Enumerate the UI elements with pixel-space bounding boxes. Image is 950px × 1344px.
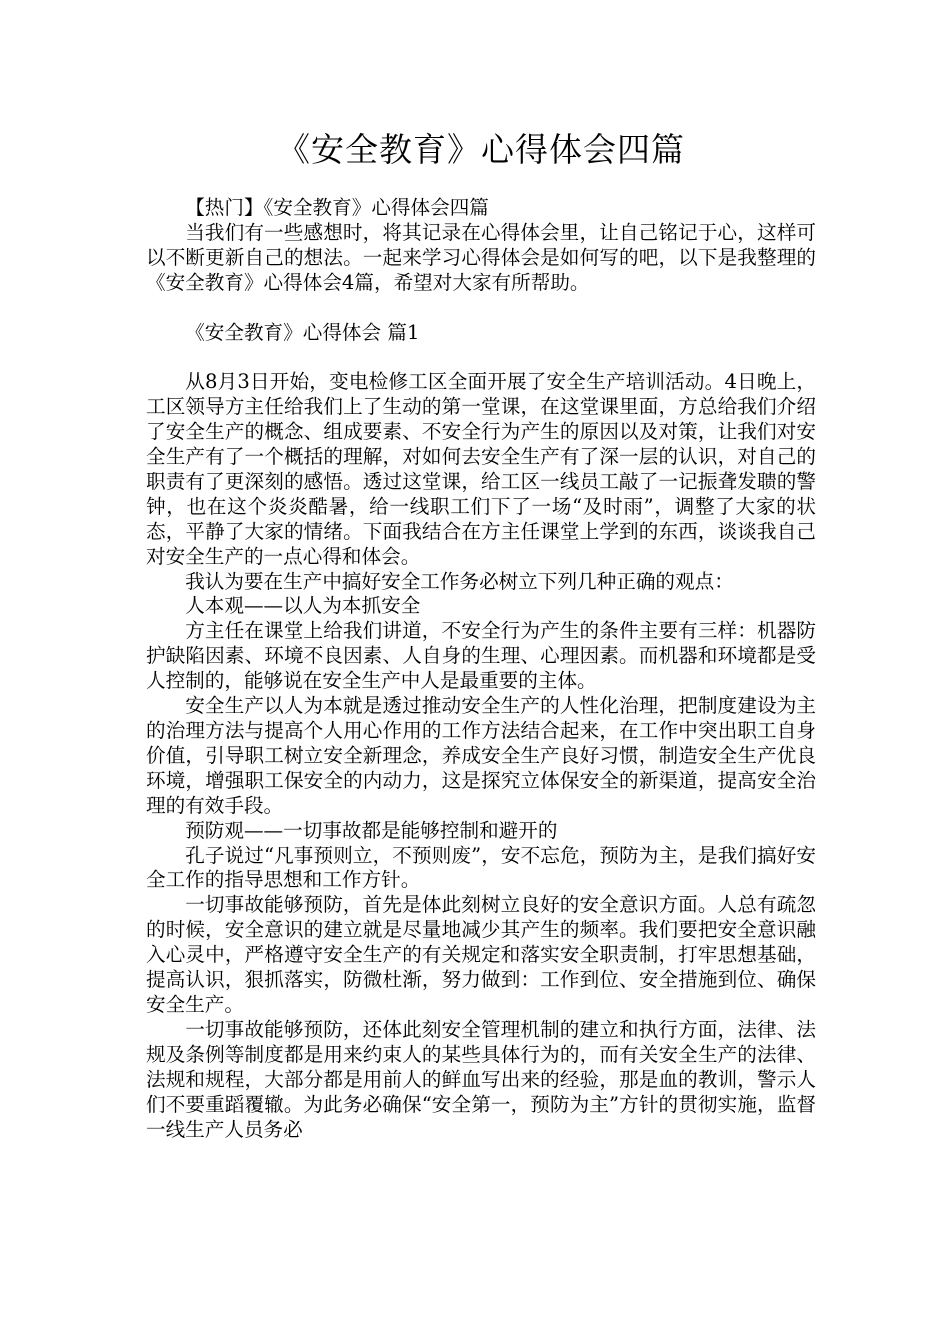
document-title: 《安全教育》心得体会四篇	[277, 130, 685, 169]
intro-paragraph: 当我们有一些感想时，将其记录在心得体会里，让自己铭记于心，这样可以不断更新自己的想法。一起来学习心得体会是如何写的吧，以下是我整理的《安全教育》心得体会4篇，希望对大家有所帮助。	[146, 220, 816, 294]
body-paragraph: 方主任在课堂上给我们讲道，不安全行为产生的条件主要有三样：机器防护缺陷因素、环境不良因素、人自身的生理、心理因素。而机器和环境都是受人控制的，能够说在安全生产中人是最重要的主体。	[146, 619, 816, 693]
body-paragraph: 孔子说过“凡事预则立，不预则废”，安不忘危，预防为主，是我们搞好安全工作的指导思想和工作方针。	[146, 843, 816, 892]
subheading-prevention: 预防观——一切事故都是能够控制和避开的	[185, 818, 558, 842]
body-paragraph: 一切事故能够预防，还体此刻安全管理机制的建立和执行方面，法律、法规及条例等制度都是用来约束人的某些具体行为的，而有关安全生产的法律、法规和规程，大部分都是用前人的鲜血写出来的经验，那是血的教训，警示人们不要重蹈覆辙。为此务必确保“安全第一，预防为主”方针的贯彻实施，监督一线生产人员务必	[146, 1017, 816, 1141]
body-paragraph: 从8月3日开始，变电检修工区全面开展了安全生产培训活动。4日晚上，工区领导方主任给我们上了生动的第一堂课，在这堂课里面，方总给我们介绍了安全生产的概念、组成要素、不安全行为产生的原因以及对策，让我们对安全生产有了一个概括的理解，对如何去安全生产有了深一层的认识，对自己的职责有了更深刻的感悟。透过这堂课，给工区一线员工敲了一记振聋发聩的警钟，也在这个炎炎酷暑，给一线职工们下了一场“及时雨”，调整了大家的状态，平静了大家的情绪。下面我结合在方主任课堂上学到的东西，谈谈我自己对安全生产的一点心得和体会。	[146, 370, 816, 568]
section-heading: 《安全教育》心得体会 篇1	[185, 320, 420, 344]
blank-line	[146, 296, 816, 321]
body-paragraph: 安全生产以人为本就是透过推动安全生产的人性化治理，把制度建设为主的治理方法与提高个人用心作用的工作方法结合起来，在工作中突出职工自身价值，引导职工树立安全新理念，养成安全生产良好习惯，制造安全生产优良环境，增强职工保安全的内动力，这是探究立体保安全的新渠道，提高安全治理的有效手段。	[146, 694, 816, 817]
intro-heading: 【热门】《安全教育》心得体会四篇	[185, 196, 489, 219]
subheading-people-oriented: 人本观——以人为本抓安全	[185, 594, 421, 618]
body-paragraph: 我认为要在生产中搞好安全工作务必树立下列几种正确的观点：	[185, 569, 734, 593]
document-body	[146, 196, 816, 1142]
body-paragraph: 一切事故能够预防，首先是体此刻树立良好的安全意识方面。人总有疏忽的时候，安全意识的建立就是尽量地减少其产生的频率。我们要把安全意识融入心灵中，严格遵守安全生产的有关规定和落实安全职责制，打牢思想基础，提高认识，狠抓落实，防微杜渐，努力做到：工作到位、安全措施到位、确保安全生产。	[146, 893, 816, 1016]
blank-line	[146, 345, 816, 370]
